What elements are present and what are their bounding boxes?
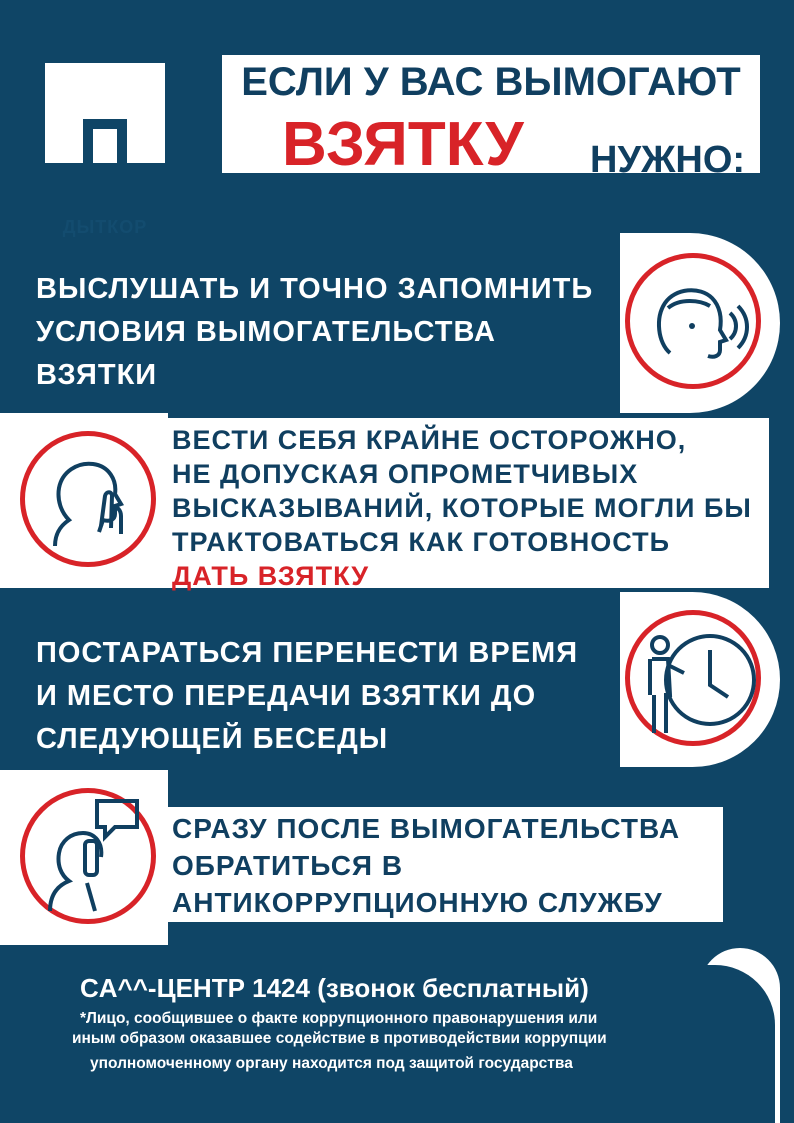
step-4-text	[172, 810, 680, 921]
step-3-icon-card	[620, 592, 780, 767]
step-3-icon-circle	[625, 610, 761, 746]
step-2-icon-circle	[20, 431, 156, 567]
step-4-line-2: ОБРАТИТЬСЯ В	[172, 850, 404, 881]
step-3-line-3: СЛЕДУЮЩЕЙ БЕСЕДЫ	[36, 723, 389, 755]
footer-note-3: уполномоченному органу находится под защитой государства	[90, 1055, 573, 1072]
step-1-line-1: ВЫСЛУШАТЬ И ТОЧНО ЗАПОМНИТЬ	[36, 273, 594, 305]
footer-title: CA^^-ЦЕНТР 1424 (звонок бесплатный)	[80, 973, 589, 1003]
step-1-text	[36, 268, 593, 397]
step-4-icon-circle	[20, 788, 156, 924]
logo-text: ДЫТКОР	[62, 217, 148, 237]
step-2-text	[172, 423, 752, 593]
footer-note-2: иным образом оказавшее содействие в противодействии коррупции	[72, 1030, 607, 1047]
step-1-icon-card	[620, 233, 780, 413]
step-1-line-2: УСЛОВИЯ ВЫМОГАТЕЛЬСТВА	[36, 316, 496, 348]
step-2-highlight: ДАТЬ ВЗЯТКУ	[172, 561, 370, 591]
listening-head-icon	[630, 258, 756, 384]
header-highlight: ВЗЯТКУ	[282, 110, 524, 179]
step-4-line-3: АНТИКОРРУПЦИОННУЮ СЛУЖБУ	[172, 887, 663, 918]
step-2	[0, 413, 794, 591]
step-3-line-1: ПОСТАРАТЬСЯ ПЕРЕНЕСТИ ВРЕМЯ	[36, 637, 579, 669]
step-4-line-1: СРАЗУ ПОСЛЕ ВЫМОГАТЕЛЬСТВА	[172, 813, 681, 844]
step-1-line-3: ВЗЯТКИ	[36, 359, 158, 391]
phone-call-icon	[25, 793, 151, 919]
step-2-left-card	[18, 413, 168, 588]
step-4	[0, 770, 794, 945]
footer-note-1: *Лицо, сообщившее о факте коррупционного правонарушения или	[80, 1010, 598, 1027]
step-1-icon-circle	[625, 253, 761, 389]
logo	[45, 63, 165, 163]
header-line1: ЕСЛИ У ВАС ВЫМОГАЮТ	[241, 60, 741, 104]
step-2-line-4: ТРАКТОВАТЬСЯ КАК ГОТОВНОСТЬ	[172, 527, 670, 557]
step-3-line-2: И МЕСТО ПЕРЕДАЧИ ВЗЯТКИ ДО	[36, 680, 537, 712]
gate-icon	[45, 63, 165, 163]
silence-gesture-icon	[25, 436, 151, 562]
clock-person-icon	[630, 615, 756, 741]
step-3	[0, 592, 794, 767]
step-1	[0, 233, 794, 413]
header-line2-end: НУЖНО:	[590, 139, 746, 181]
step-3-text	[36, 632, 578, 761]
step-2-line-1: ВЕСТИ СЕБЯ КРАЙНЕ ОСТОРОЖНО,	[172, 425, 687, 455]
step-2-line-2: НЕ ДОПУСКАЯ ОПРОМЕТЧИВЫХ	[172, 459, 639, 489]
step-2-line-3: ВЫСКАЗЫВАНИЙ, КОТОРЫЕ МОГЛИ БЫ	[172, 493, 752, 523]
